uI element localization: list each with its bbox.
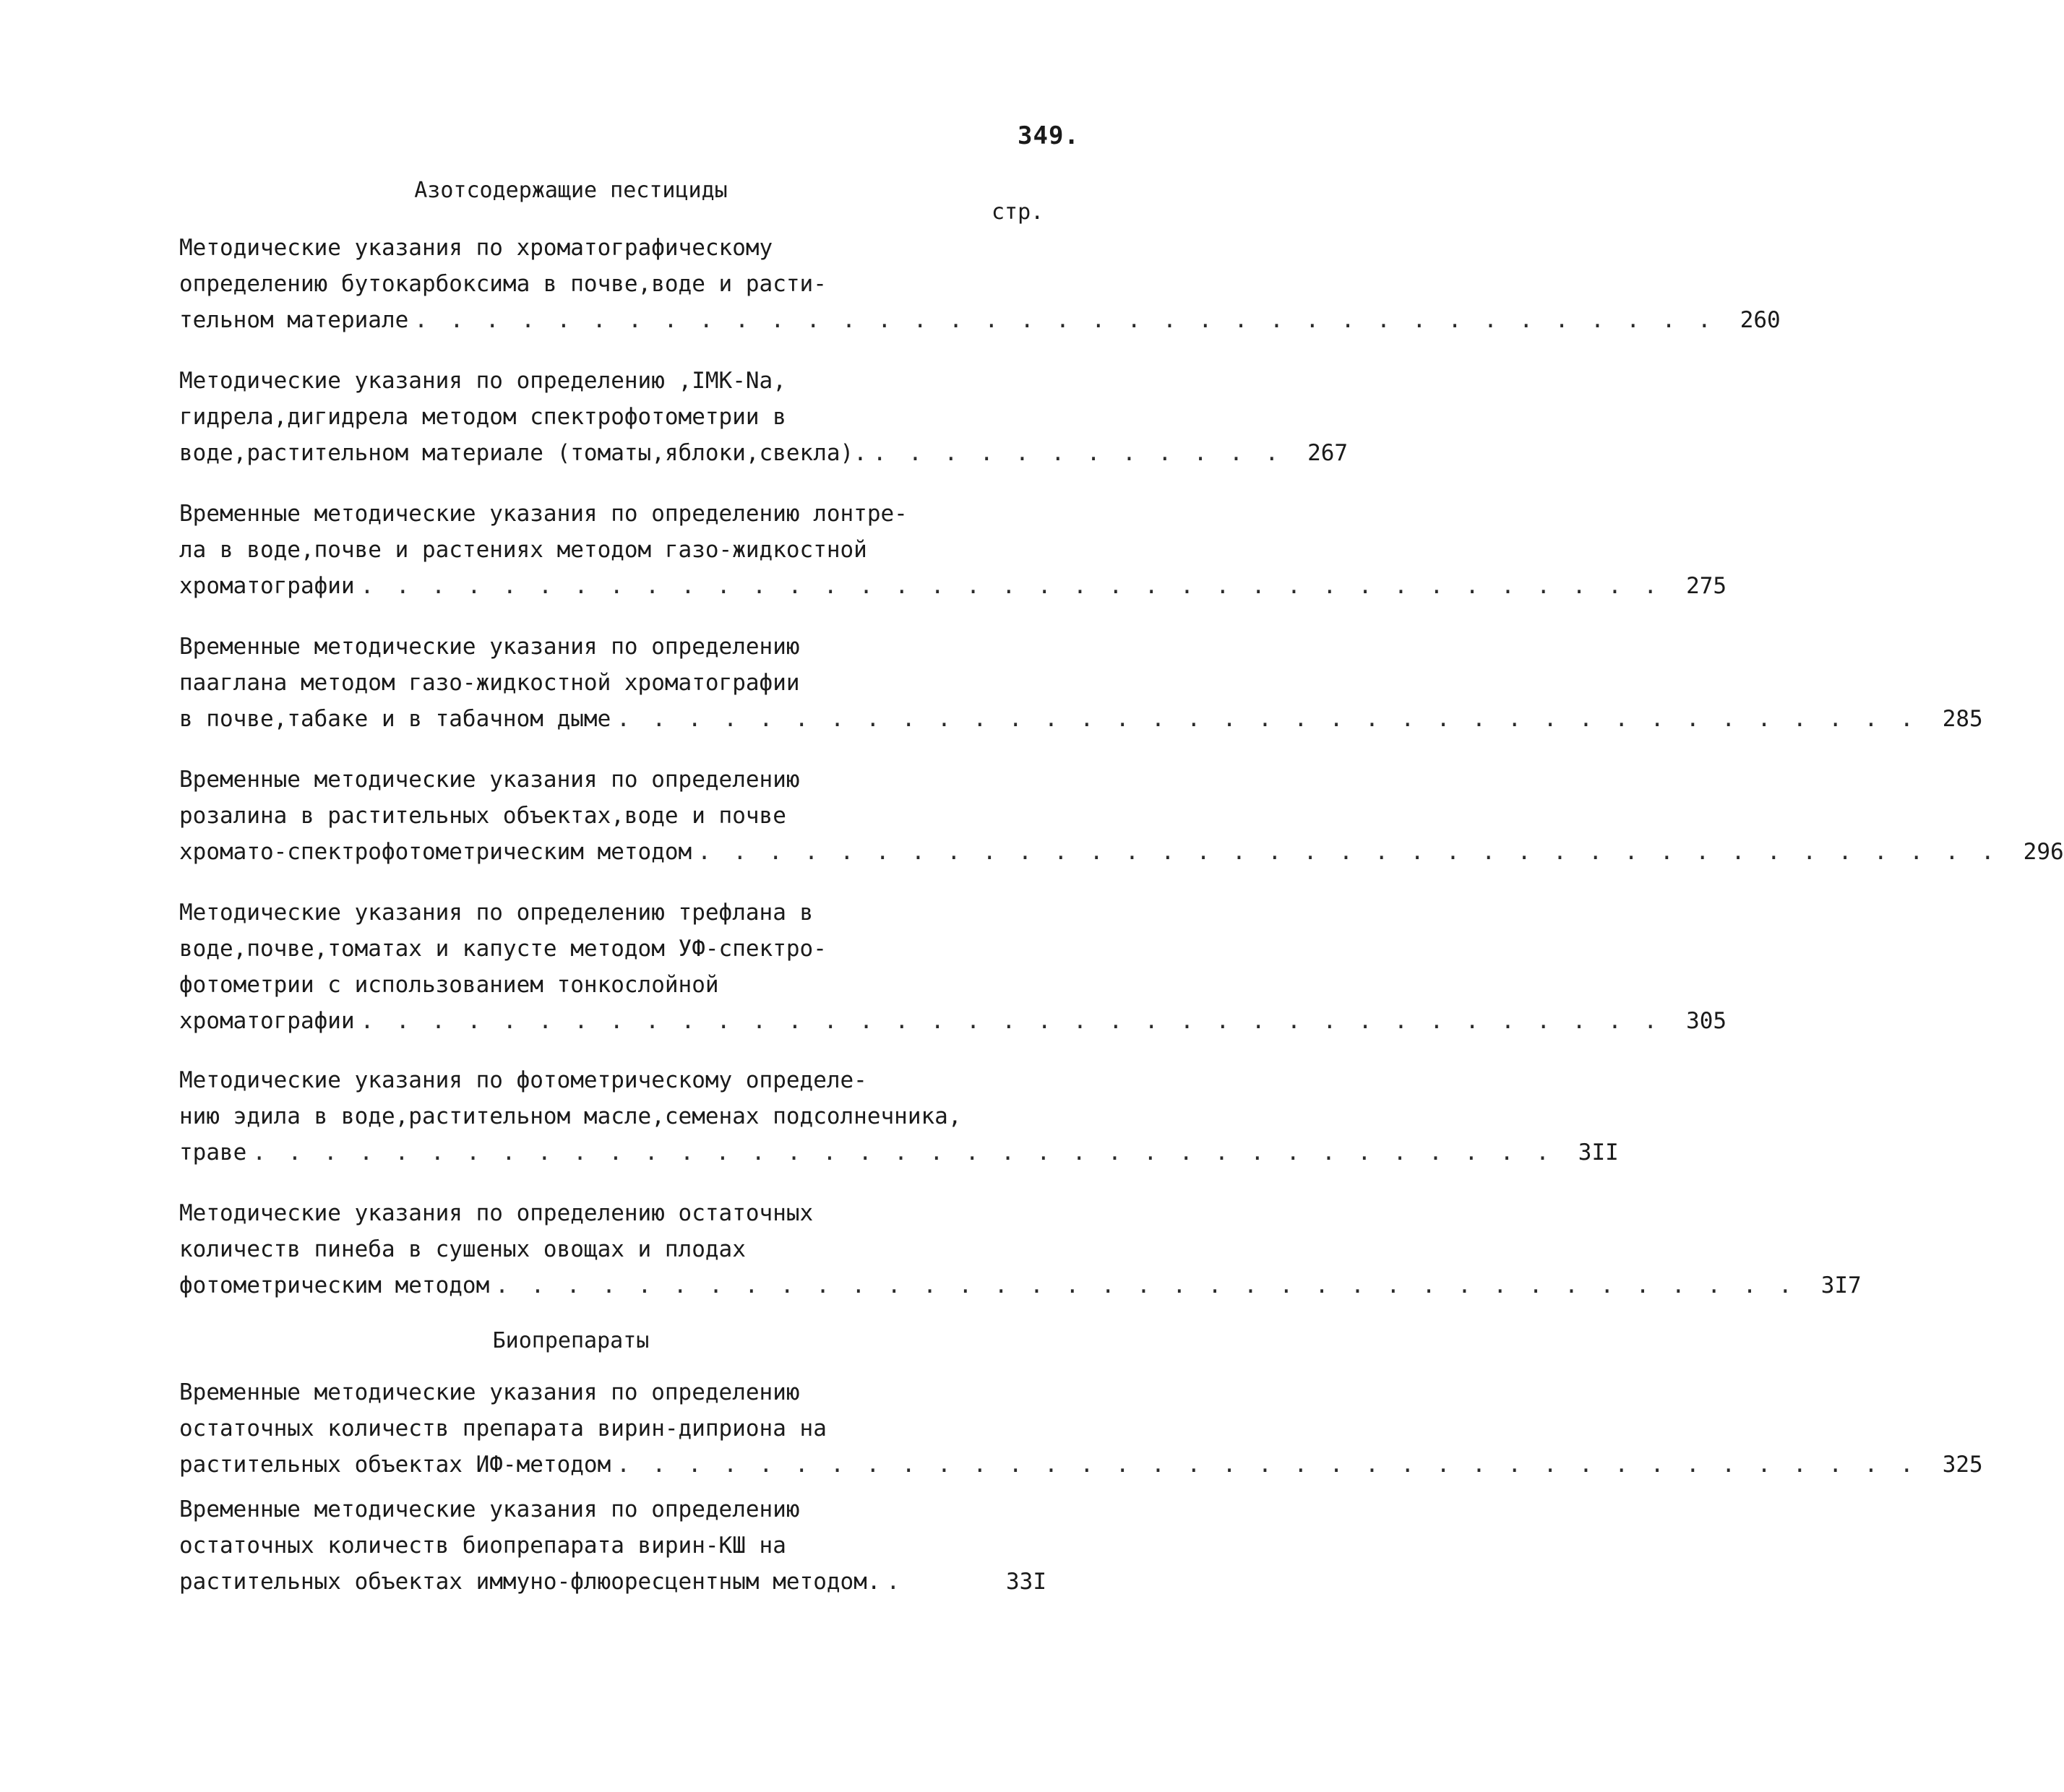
- entry-page-number: 285: [1942, 706, 1983, 732]
- entry-line: Временные методические указания по определению: [179, 767, 800, 793]
- entry-line: Временные методические указания по определению: [179, 1379, 800, 1405]
- leader-dots: . . . . . . . . . . . . . . . . . . . . . . . . . . . . . . . . . . . . .: [495, 1272, 1797, 1298]
- toc-entry: [179, 762, 2064, 870]
- toc-entry: [179, 629, 1983, 737]
- page-column-heading: стр.: [992, 199, 1044, 225]
- entry-line: Временные методические указания по определению: [179, 634, 800, 660]
- entry-line: тельном материале: [179, 307, 409, 333]
- entry-line: нию эдила в воде,растительном масле,семенах подсолнечника,: [179, 1103, 962, 1129]
- entry-last-line: [179, 1267, 1862, 1304]
- toc-entry: [179, 1374, 1983, 1483]
- entry-last-line: [179, 302, 1781, 338]
- entry-line: в почве,табаке и в табачном дыме: [179, 706, 611, 732]
- entry-line: фотометрическим методом: [179, 1272, 490, 1298]
- entry-line: хроматографии: [179, 1008, 355, 1034]
- entry-last-line: [179, 1134, 1619, 1171]
- entry-line: Методические указания по определению ,IMK-Na,: [179, 368, 786, 394]
- entry-line: ла в воде,почве и растениях методом газо-жидкостной: [179, 537, 867, 563]
- entry-page-number: 267: [1307, 440, 1349, 466]
- leader-dots: . . . . . . . . . . . . . . . . . . . . . . . . . . . . . . . . . . . . .: [360, 1008, 1662, 1034]
- entry-page-number: 3I7: [1820, 1272, 1862, 1298]
- leader-dots: . . . . . . . . . . . . . . . . . . . . . . . . . . . . . . . . . . . . .: [360, 573, 1662, 599]
- toc-entry: [179, 230, 1781, 338]
- entry-line: воде,растительном материале (томаты,яблоки,свекла).: [179, 440, 867, 466]
- entry-line: розалина в растительных объектах,воде и почве: [179, 803, 786, 829]
- entry-page-number: 33I: [1006, 1569, 1046, 1595]
- entry-line: гидрела,дигидрела методом спектрофотометрии в: [179, 404, 786, 430]
- entry-line: воде,почве,томатах и капусте методом УФ-спектро-: [179, 936, 827, 962]
- entry-line: остаточных количеств препарата вирин-диприона на: [179, 1416, 827, 1442]
- leader-dots: . . . . . . . . . . . . . . . . . . . . . . . . . . . . . . . . . . . . .: [414, 307, 1716, 333]
- entry-line: Временные методические указания по определению лонтре-: [179, 501, 908, 527]
- entry-last-line: [179, 1003, 1727, 1039]
- toc-entry: [179, 1491, 1046, 1600]
- entry-line: хроматографии: [179, 573, 355, 599]
- entry-line: фотометрии с использованием тонкослойной: [179, 972, 719, 998]
- entry-page-number: 325: [1942, 1452, 1983, 1478]
- entry-line: траве: [179, 1140, 247, 1166]
- toc-entry: [179, 1195, 1862, 1304]
- entry-last-line: [179, 435, 1349, 471]
- toc-entry: [179, 895, 1727, 1039]
- entry-line: Методические указания по определению трефлана в: [179, 900, 814, 926]
- leader-dots: . . . . . . . . . . . . . . . . . . . . . . . . . . . . . . . . . . . . .: [616, 706, 1918, 732]
- entry-last-line: [179, 1447, 1983, 1483]
- entry-line: пааглана методом газо-жидкостной хроматографии: [179, 670, 800, 696]
- entry-line: остаточных количеств биопрепарата вирин-КШ на: [179, 1533, 786, 1559]
- section-title-biopreparations: Биопрепараты: [492, 1328, 650, 1353]
- entry-page-number: 305: [1686, 1008, 1727, 1034]
- entry-last-line: [179, 701, 1983, 737]
- entry-last-line: [179, 568, 1727, 604]
- entry-line: хромато-спектрофотометрическим методом: [179, 839, 692, 865]
- entry-page-number: 275: [1686, 573, 1727, 599]
- section-title-nitrogen-pesticides: Азотсодержащие пестициды: [414, 178, 728, 203]
- toc-entry: [179, 1062, 1619, 1171]
- entry-line: количеств пинеба в сушеных овощах и плодах: [179, 1236, 746, 1262]
- leader-dots: . . . . . . . . . . . . . . . . . . . . . . . . . . . . . . . . . . . . .: [697, 839, 1999, 865]
- entry-line: Методические указания по хроматографическому: [179, 235, 773, 261]
- leader-dots: . . . . . . . . . . . . . . . . . . . . . . . . . . . . . . . . . . . . .: [252, 1140, 1554, 1166]
- entry-line: растительных объектах иммуно-флюоресцентным методом.: [179, 1569, 881, 1595]
- toc-entry: [179, 496, 1727, 604]
- entry-last-line: [179, 834, 2064, 870]
- entry-page-number: 260: [1740, 307, 1781, 333]
- entry-line: растительных объектах ИФ-методом: [179, 1452, 611, 1478]
- entry-line: Методические указания по фотометрическому определе-: [179, 1067, 867, 1093]
- entry-line: Методические указания по определению остаточных: [179, 1200, 814, 1226]
- page-number: 349.: [1018, 121, 1080, 150]
- entry-last-line: [179, 1564, 1046, 1600]
- entry-line: определению бутоκарбоксима в почве,воде и расти-: [179, 271, 827, 297]
- leader-dots: . . . . . . . . . . . . . . . . . . . . . . . . . . . . . . . . . . . . .: [616, 1452, 1918, 1478]
- entry-page-number: 3II: [1578, 1140, 1619, 1166]
- entry-page-number: 296: [2023, 839, 2064, 865]
- leader-dots: .: [886, 1569, 905, 1595]
- entry-line: Временные методические указания по определению: [179, 1496, 800, 1522]
- toc-entry: [179, 363, 1349, 471]
- leader-dots: . . . . . . . . . . . .: [872, 440, 1283, 466]
